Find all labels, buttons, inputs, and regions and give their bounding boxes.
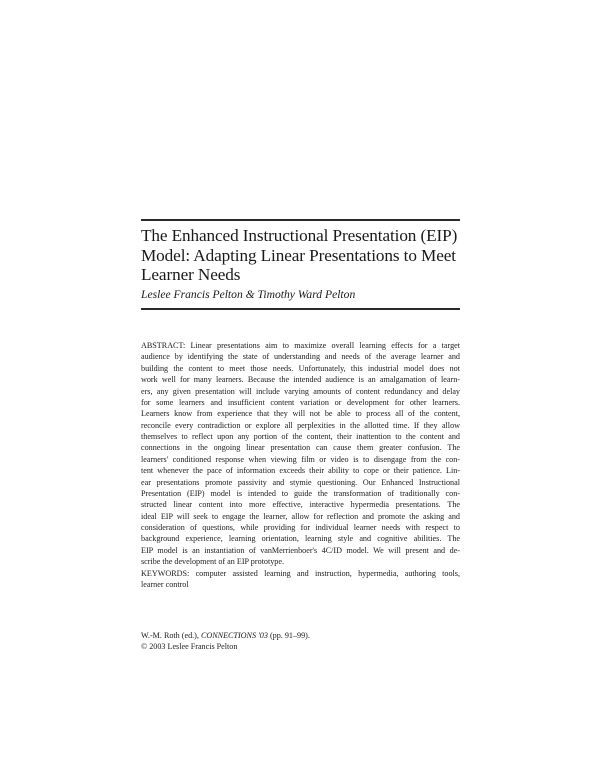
citation-prefix: W.-M. Roth (ed.), [141,631,201,640]
abstract-line: building the content to meet those needs. Unfortunately, this industrial model does not [141,363,460,373]
abstract-line: scribe the development of an EIP prototype. [141,557,284,567]
abstract-line: consideration of questions, while providing for individual learner needs with respect to [141,523,460,532]
abstract-line: Presentation (EIP) model is intended to guide the transformation of traditionally con- [141,488,460,498]
abstract-line: themselves to reflect upon any portion of the content, their inattention to the content and [141,432,460,441]
paper-title [141,226,466,285]
abstract-line: connections in the ongoing linear presentation can cause them greater confusion. The [141,443,460,453]
abstract-line: EIP model is an instantiation of vanMerrienboer's 4C/ID model. We will present and de- [141,545,460,555]
abstract-line: ers, any given presentation will include varying amounts of content redundancy and delay [141,386,460,396]
keywords-line: KEYWORDS: computer assisted learning and instruction, hypermedia, authoring tools, [141,568,460,578]
copyright-line: © 2003 Leslee Francis Pelton [141,641,238,651]
proceedings-name: CONNECTIONS '03 [200,631,268,640]
title-line: Learner Needs [141,265,241,284]
abstract-line: tent whenever the pace of information exceeds their ability to cope or their patience. Lin- [141,466,460,476]
abstract-line: structed linear content into more effective, interactive hypermedia presentations. The [141,500,460,510]
keywords-line: learner control [141,579,189,589]
abstract-line: Learners know from experience that they will not be able to process all of the content, [141,409,460,419]
abstract-line: for some learners and insufficient content variation or development for other learners. [141,397,460,407]
abstract-line: work well for many learners. Because the intended audience is an amalgamation of learn- [141,375,460,385]
abstract-line: reconcile every contradiction or explore all perplexities in the allotted time. If they allow [141,420,460,430]
abstract-line: learners' conditioned response when viewing film or video is to disengage from the con- [141,454,460,464]
citation-pages: (pp. 91–99). [267,631,310,640]
abstract-line: background experience, learning orientation, learning style and cognitive abilities. The [141,534,460,544]
title-line: The Enhanced Instructional Presentation (EIP) [141,226,458,245]
abstract-line: audience by identifying the state of understanding and needs of the average learner and [141,352,460,362]
abstract-line: ideal EIP will seek to engage the learner, allow for reflection and promote the asking and [141,511,460,521]
bottom-rule [141,308,460,310]
top-rule [141,219,460,221]
citation-line [141,631,310,642]
footer-citation [141,631,310,652]
title-line: Model: Adapting Linear Presentations to Meet [141,245,456,265]
abstract-line: ABSTRACT: Linear presentations aim to maximize overall learning effects for a target [141,341,460,350]
abstract [141,340,460,590]
abstract-line: ear presentations promote passivity and stymie questioning. Our Enhanced Instructional [141,477,460,487]
author-byline: Leslee Francis Pelton & Timothy Ward Pelton [141,288,356,301]
